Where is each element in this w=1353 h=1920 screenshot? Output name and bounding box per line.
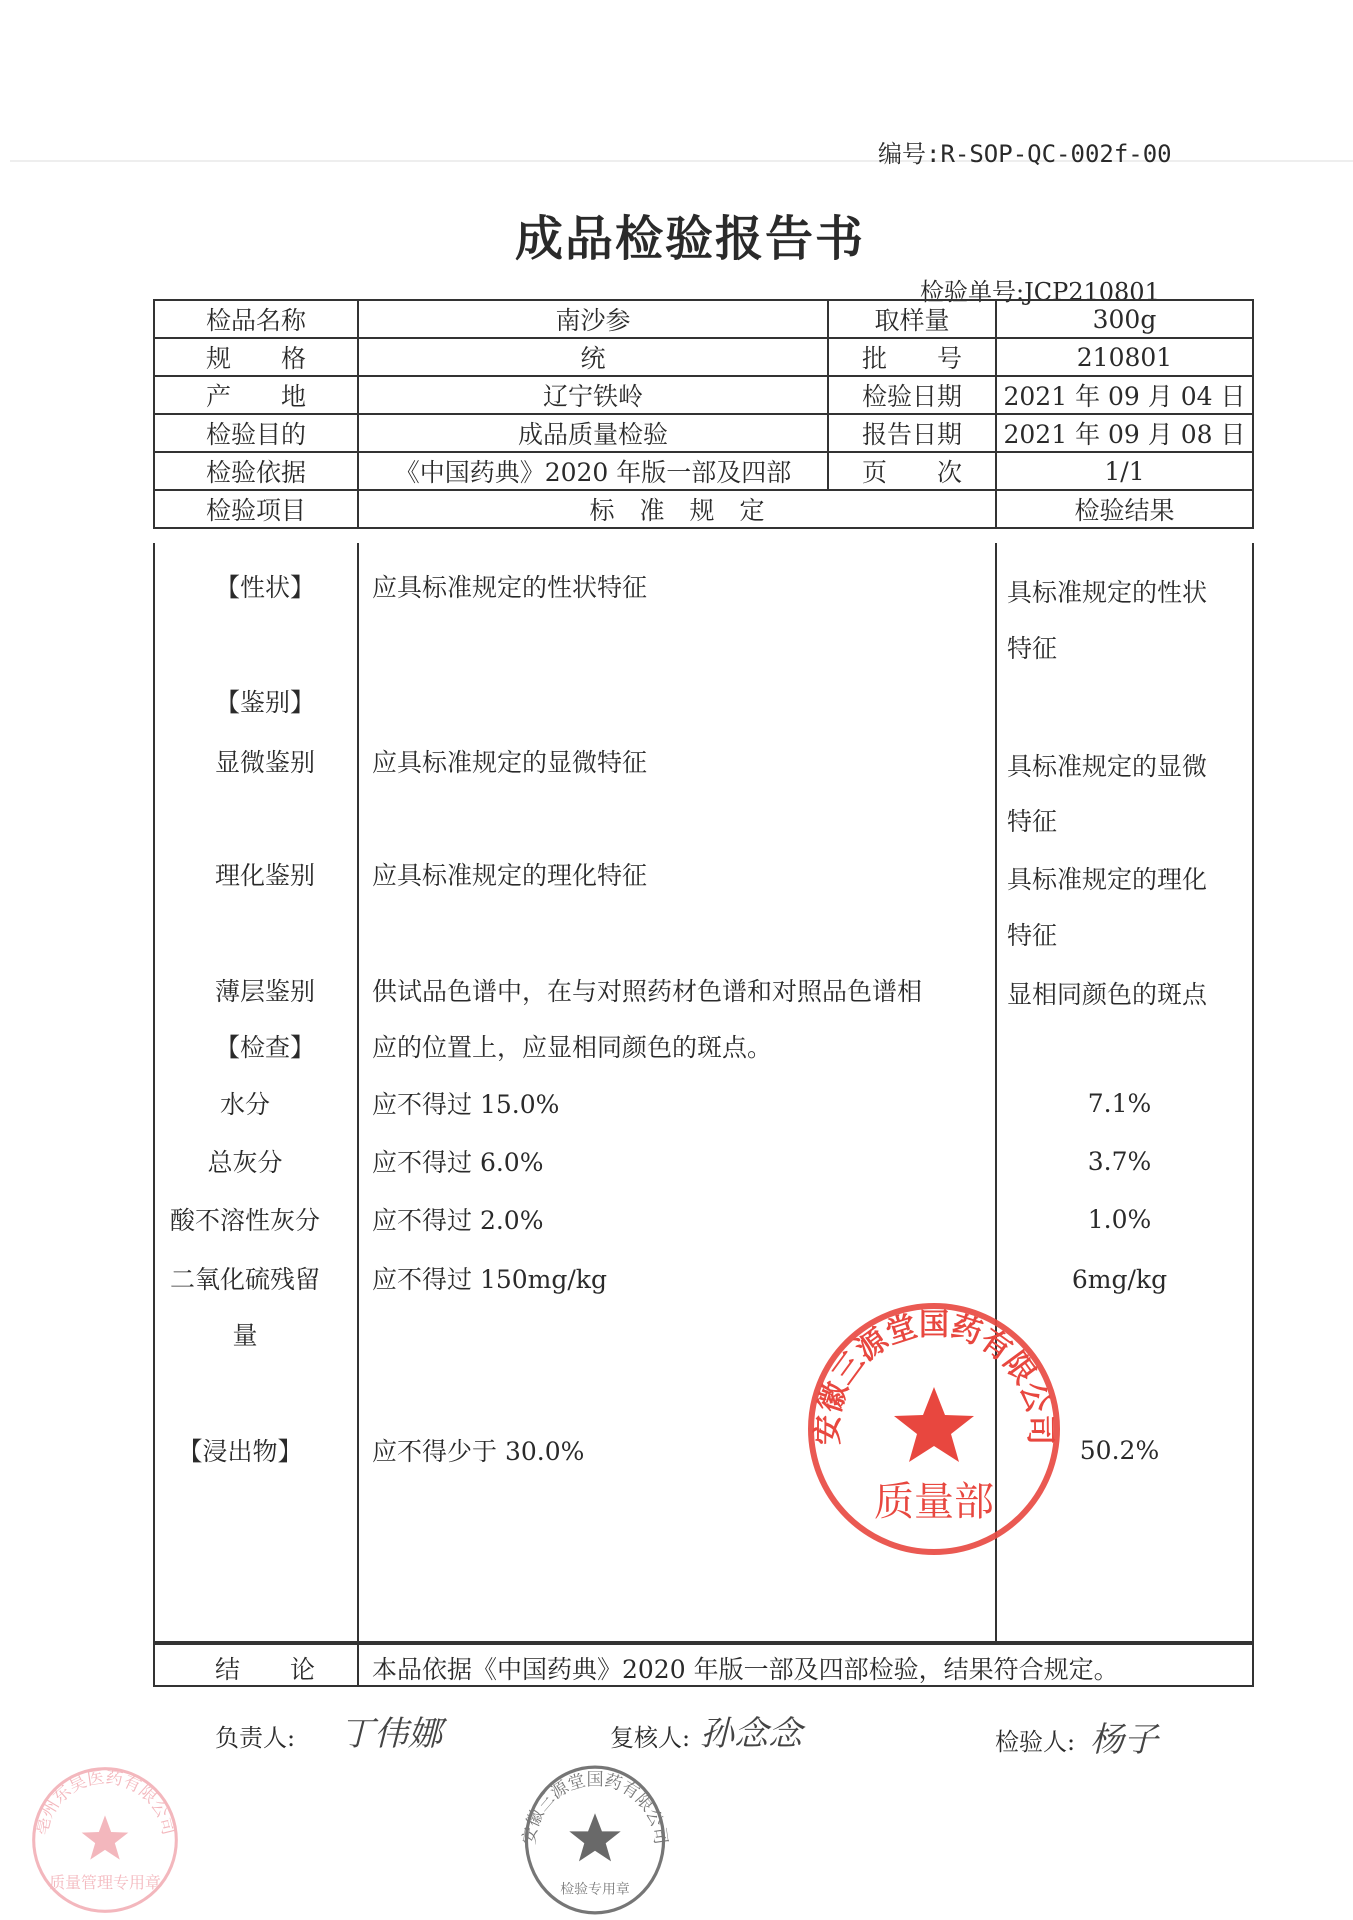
- value: 统: [358, 338, 828, 376]
- star-icon: [894, 1387, 974, 1462]
- item-label: 【鉴别】: [214, 688, 315, 717]
- table-row: [154, 452, 1253, 490]
- results-body: [153, 543, 1254, 1643]
- standard: 应不得过 2.0%: [372, 1206, 544, 1235]
- standard: 应具标准规定的显微特征: [372, 748, 648, 777]
- reviewer-signature: 孙念念: [700, 1714, 802, 1754]
- grey-inspection-stamp: [520, 1765, 670, 1915]
- label: 批 号: [828, 338, 996, 376]
- result: 具标准规定的性状: [1007, 578, 1208, 607]
- standard: 应不得过 15.0%: [372, 1090, 560, 1119]
- label: 检验目的: [154, 414, 358, 452]
- header-item: 检验项目: [154, 490, 358, 528]
- svg-text:质量部: 质量部: [874, 1479, 994, 1525]
- item-label: 显微鉴别: [214, 748, 315, 777]
- result: 1.0%: [1087, 1205, 1152, 1234]
- standard: 供试品色谱中，在与对照药材色谱和对照品色谱相: [372, 977, 923, 1006]
- item-label: 【检查】: [214, 1033, 315, 1062]
- result: 3.7%: [1087, 1147, 1152, 1176]
- label: 报告日期: [828, 414, 996, 452]
- value: 成品质量检验: [358, 414, 828, 452]
- svg-text:质量管理专用章: 质量管理专用章: [49, 1872, 161, 1892]
- result: 显相同颜色的斑点: [1007, 980, 1208, 1009]
- conclusion-text: 本品依据《中国药典》2020 年版一部及四部检验，结果符合规定。: [372, 1655, 1119, 1684]
- standard: 应的位置上，应显相同颜色的斑点。: [372, 1033, 773, 1062]
- svg-text:安徽三源堂国药有限公司: 安徽三源堂国药有限公司: [810, 1307, 1058, 1446]
- responsible-signature: 丁伟娜: [340, 1714, 442, 1754]
- inspector-label: 检验人:: [995, 1728, 1076, 1756]
- item-label: 量: [232, 1321, 258, 1350]
- svg-text:亳州东昊医药有限公司: 亳州东昊医药有限公司: [31, 1767, 179, 1838]
- label: 检品名称: [154, 300, 358, 338]
- value: 《中国药典》2020 年版一部及四部: [358, 452, 828, 490]
- responsible-label: 负责人:: [215, 1724, 296, 1752]
- value: 2021 年 09 月 04 日: [996, 376, 1253, 414]
- item-label: 【浸出物】: [177, 1437, 303, 1466]
- inspector-signature: 杨子: [1090, 1720, 1158, 1760]
- item-label: 【性状】: [214, 573, 315, 602]
- conclusion-row: [153, 1643, 1254, 1687]
- value: 300g: [996, 300, 1253, 338]
- item-label: 薄层鉴别: [214, 977, 315, 1006]
- result: 特征: [1007, 634, 1058, 663]
- table-row: [154, 338, 1253, 376]
- standard: 应不得过 6.0%: [372, 1148, 544, 1177]
- star-icon: [82, 1815, 129, 1859]
- svg-text:检验专用章: 检验专用章: [560, 1881, 630, 1898]
- reviewer-label: 复核人:: [610, 1724, 691, 1752]
- item-label: 二氧化硫残留: [169, 1265, 320, 1294]
- standard: 应具标准规定的理化特征: [372, 861, 648, 890]
- red-company-stamp: [806, 1301, 1062, 1557]
- value: 2021 年 09 月 08 日: [996, 414, 1253, 452]
- label: 检验依据: [154, 452, 358, 490]
- pink-quality-stamp: [30, 1765, 180, 1915]
- conclusion-label: 结 论: [214, 1655, 315, 1684]
- label: 检验日期: [828, 376, 996, 414]
- result: 具标准规定的理化: [1007, 865, 1208, 894]
- table-row: [154, 414, 1253, 452]
- column-header-row: [154, 490, 1253, 528]
- result: 特征: [1007, 921, 1058, 950]
- header-result: 检验结果: [996, 490, 1253, 528]
- standard: 应不得过 150mg/kg: [372, 1265, 607, 1294]
- standard: 应具标准规定的性状特征: [372, 573, 648, 602]
- document-number: 编号:R-SOP-QC-002f-00: [878, 140, 1172, 168]
- result: 特征: [1007, 807, 1058, 836]
- value: 辽宁铁岭: [358, 376, 828, 414]
- value: 210801: [996, 338, 1253, 376]
- svg-text:安徽三源堂国药有限公司: 安徽三源堂国药有限公司: [519, 1770, 671, 1846]
- table-row: [154, 376, 1253, 414]
- label: 规 格: [154, 338, 358, 376]
- result: 50.2%: [1079, 1436, 1160, 1465]
- table-row: [154, 300, 1253, 338]
- result: 7.1%: [1087, 1089, 1152, 1118]
- item-label: 水分: [219, 1090, 270, 1119]
- label: 页 次: [828, 452, 996, 490]
- standard: 应不得少于 30.0%: [372, 1437, 585, 1466]
- star-icon: [569, 1813, 620, 1861]
- item-label: 理化鉴别: [214, 861, 315, 890]
- info-table: [153, 299, 1254, 529]
- header-standard: 标 准 规 定: [358, 490, 996, 528]
- label: 产 地: [154, 376, 358, 414]
- item-label: 酸不溶性灰分: [169, 1206, 320, 1235]
- result: 具标准规定的显微: [1007, 752, 1208, 781]
- label: 取样量: [828, 300, 996, 338]
- item-label: 总灰分: [207, 1148, 283, 1177]
- value: 南沙参: [358, 300, 828, 338]
- result: 6mg/kg: [1071, 1265, 1168, 1294]
- inspection-number: 检验单号:JCP210801: [920, 278, 1160, 306]
- page-title: 成品检验报告书: [514, 211, 865, 267]
- value: 1/1: [996, 452, 1253, 490]
